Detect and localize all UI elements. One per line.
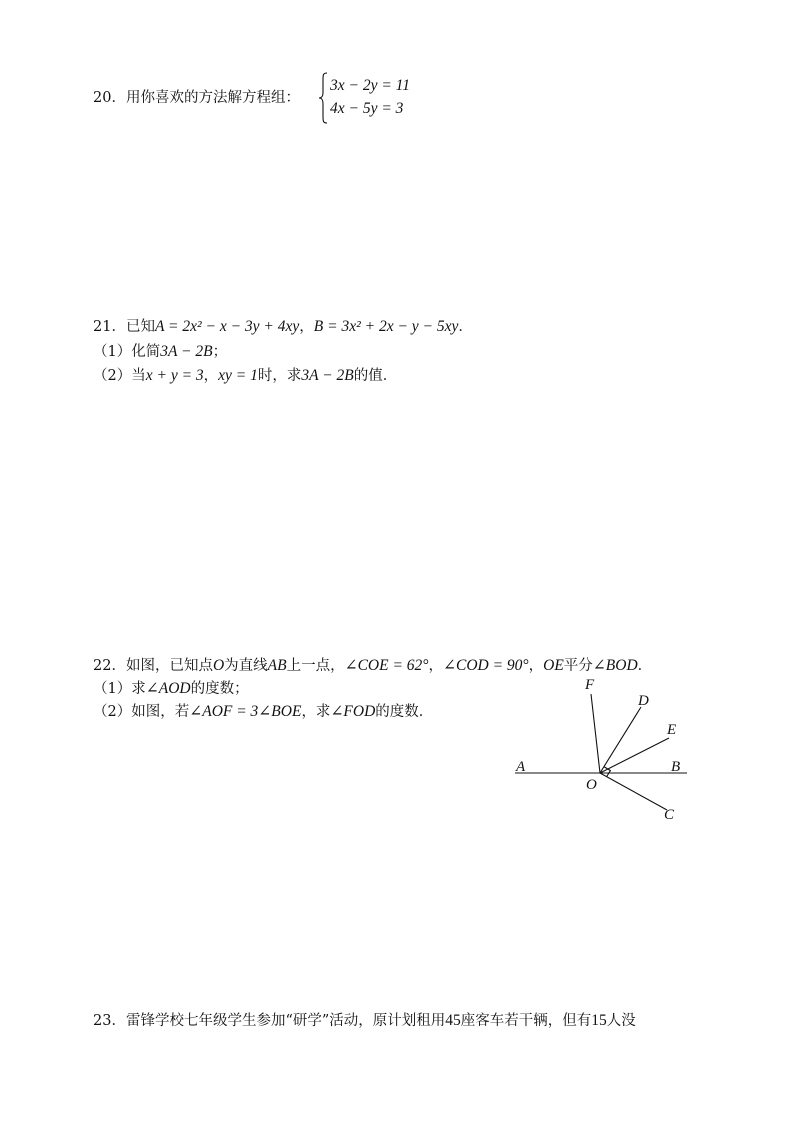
- separator: ，: [528, 658, 544, 674]
- label-C: C: [664, 807, 675, 823]
- question-text: 平分: [563, 658, 593, 674]
- question-number: 20．: [93, 90, 126, 106]
- question-text: 已知: [125, 319, 155, 335]
- separator: ，: [299, 319, 314, 335]
- number-value: 15: [591, 1012, 607, 1029]
- expression: x + y = 3: [145, 367, 204, 384]
- part-text: 当: [131, 368, 146, 384]
- ray-OC: [600, 773, 667, 810]
- equation-system: [318, 72, 438, 124]
- label-O: O: [586, 777, 597, 793]
- label-B: B: [671, 759, 681, 775]
- label-F: F: [585, 677, 595, 693]
- question-text: 座客车若干辆，但有: [460, 1013, 592, 1029]
- question-20: [93, 88, 300, 108]
- expression: ∠COD = 90°: [443, 657, 529, 674]
- part-text: 如图，若: [131, 704, 190, 720]
- period: ．: [458, 319, 473, 335]
- question-text: 上一点，: [286, 658, 345, 674]
- expression-A: A = 2x² − x − 3y + 4xy: [154, 318, 300, 335]
- punctuation: ；: [212, 344, 228, 360]
- equation-2: 4x − 5y = 3: [330, 100, 404, 117]
- question-number: 22．: [93, 658, 126, 674]
- label-D: D: [638, 693, 649, 709]
- part-label: （1）: [93, 681, 132, 697]
- part-text: 的度数．: [375, 704, 434, 720]
- question-text: 人没: [606, 1013, 636, 1029]
- part-text: 的度数；: [190, 681, 249, 697]
- question-22-part-2: [93, 702, 433, 722]
- question-text: 为直线: [224, 658, 268, 674]
- question-22-part-1: [93, 679, 249, 699]
- expression: ∠FOD: [330, 703, 376, 720]
- point-label: O: [212, 657, 225, 674]
- part-text: 时，求: [257, 368, 302, 384]
- expression: ∠BOD: [592, 657, 638, 674]
- question-21: [93, 317, 473, 337]
- equation-1: 3x − 2y = 11: [330, 77, 411, 94]
- question-number: 21．: [93, 319, 126, 335]
- label-A: A: [516, 759, 526, 775]
- line-label: AB: [267, 657, 287, 674]
- expression: 3A − 2B: [160, 343, 213, 360]
- part-label: （2）: [93, 368, 132, 384]
- part-text: ，求: [301, 704, 331, 720]
- angle-figure: [505, 672, 705, 832]
- label-E: E: [667, 722, 677, 738]
- number-value: 45: [445, 1012, 461, 1029]
- question-23: [93, 1011, 636, 1031]
- question-21-part-2: [93, 366, 397, 386]
- left-brace-icon: [318, 72, 328, 124]
- ray-OF: [591, 694, 600, 773]
- ray-label: OE: [543, 657, 564, 674]
- expression: ∠COE = 62°: [344, 657, 429, 674]
- expression: xy = 1: [218, 367, 258, 384]
- part-text: 化简: [131, 344, 161, 360]
- expression-B: B = 3x² + 2x − y − 5xy: [313, 318, 459, 335]
- expression: ∠AOD: [145, 680, 191, 697]
- question-text: 雷锋学校七年级学生参加“研学”活动，原计划租用: [125, 1013, 446, 1029]
- question-number: 23．: [93, 1013, 126, 1029]
- part-text: 求: [131, 681, 146, 697]
- question-21-part-1: [93, 342, 227, 362]
- separator: ，: [203, 368, 219, 384]
- part-text: 的值．: [353, 368, 398, 384]
- period: ．: [637, 658, 653, 674]
- expression: 3A − 2B: [301, 367, 354, 384]
- expression: ∠AOF = 3∠BOE: [189, 703, 302, 720]
- part-label: （1）: [93, 344, 132, 360]
- separator: ，: [428, 658, 443, 674]
- question-text: 如图，已知点: [125, 658, 213, 674]
- part-label: （2）: [93, 704, 132, 720]
- question-text: 用你喜欢的方法解方程组：: [125, 90, 300, 106]
